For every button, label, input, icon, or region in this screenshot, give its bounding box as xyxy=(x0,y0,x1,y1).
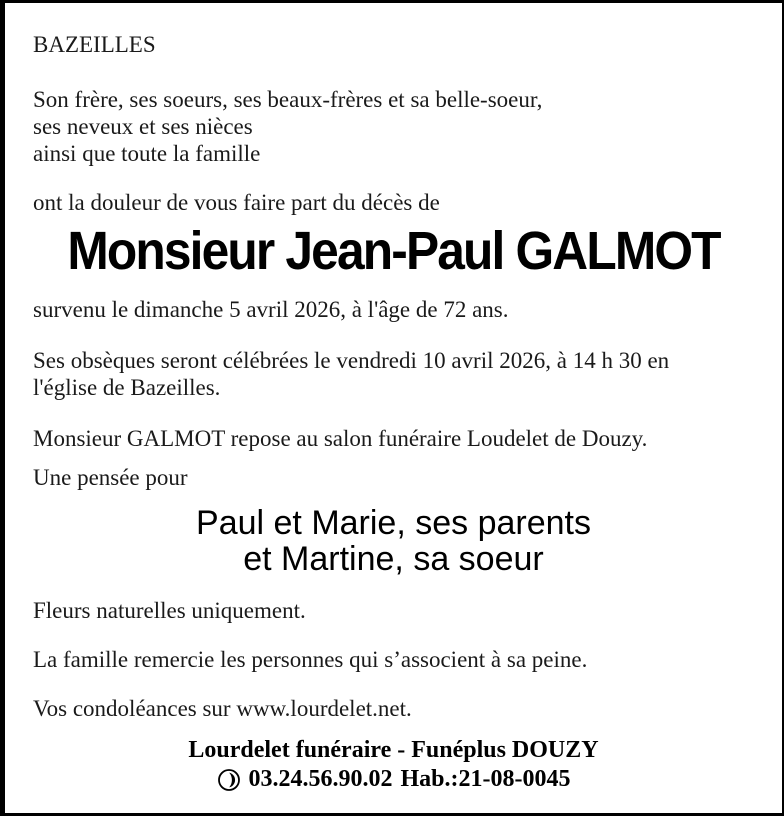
family-line: ses neveux et ses nièces xyxy=(33,114,253,139)
tribute-paragraph xyxy=(33,505,754,577)
ceremony-line: l'église de Bazeilles. xyxy=(33,375,221,400)
repose-line: Monsieur GALMOT repose au salon funéraire Loudelet de Douzy. xyxy=(33,426,648,451)
deceased-name: Monsieur Jean-Paul GALMOT xyxy=(67,221,720,281)
tribute-line: Paul et Marie, ses parents xyxy=(196,504,591,542)
funeral-home-footer xyxy=(33,736,754,794)
registration-number: Hab.:21-08-0045 xyxy=(400,766,571,792)
obituary-content xyxy=(5,3,782,794)
city-heading: BAZEILLES xyxy=(33,32,156,57)
announcement-line: ont la douleur de vous faire part du décès de xyxy=(33,190,440,215)
death-date-line: survenu le dimanche 5 avril 2026, à l'âge de 72 ans. xyxy=(33,297,509,322)
circled-telephone-handset-icon xyxy=(217,768,241,792)
funeral-home-name: Lourdelet funéraire - Funéplus DOUZY xyxy=(188,737,599,763)
ceremony-paragraph xyxy=(33,347,754,401)
thanks-line: La famille remercie les personnes qui s’associent à sa peine. xyxy=(33,647,588,672)
thought-intro-line: Une pensée pour xyxy=(33,465,188,490)
family-paragraph xyxy=(33,86,754,167)
tribute-line: et Martine, sa soeur xyxy=(243,540,544,578)
family-line: ainsi que toute la famille xyxy=(33,141,261,166)
family-line: Son frère, ses soeurs, ses beaux-frères et sa belle-soeur, xyxy=(33,87,543,112)
footer-phone-row xyxy=(33,765,754,794)
phone-number: 03.24.56.90.02 xyxy=(248,766,393,792)
flowers-line: Fleurs naturelles uniquement. xyxy=(33,598,306,623)
condolences-line: Vos condoléances sur www.lourdelet.net. xyxy=(33,696,412,721)
ceremony-line: Ses obsèques seront célébrées le vendredi 10 avril 2026, à 14 h 30 en xyxy=(33,348,670,373)
